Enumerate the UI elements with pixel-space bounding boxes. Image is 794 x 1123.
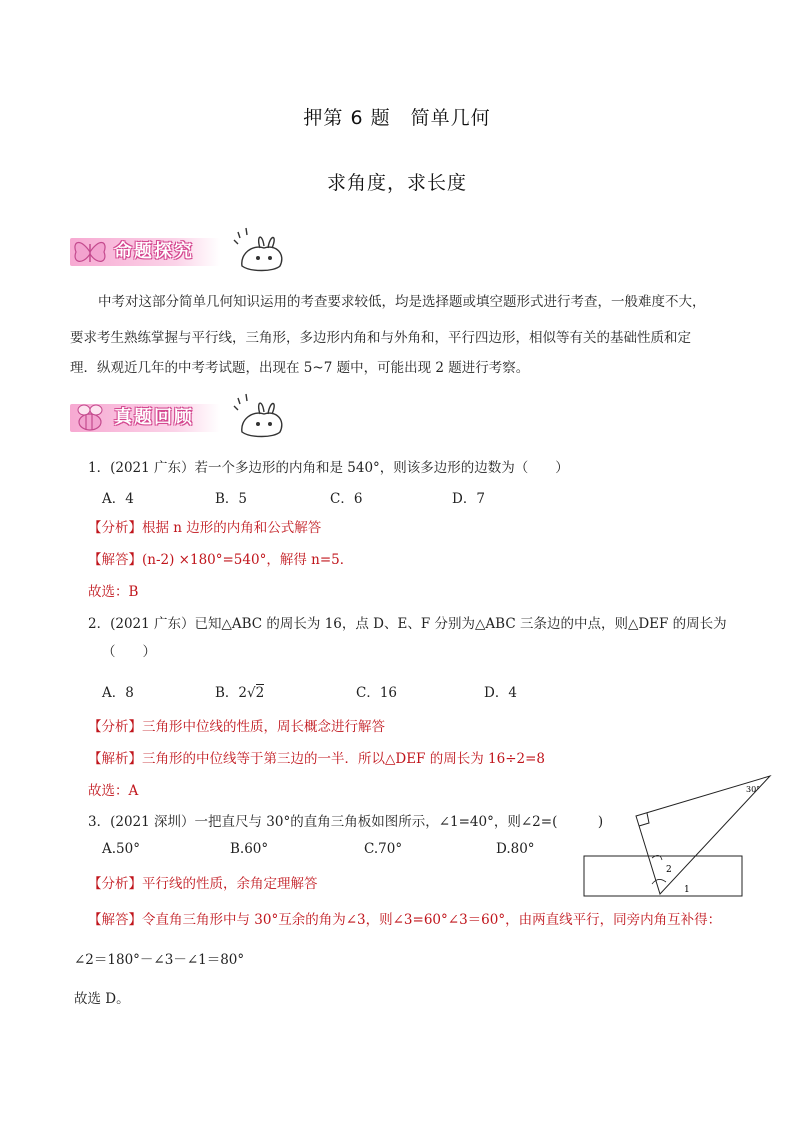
q3-analysis <box>88 872 318 892</box>
q2-option-b <box>215 681 264 701</box>
q3-answer-tag: 【解答】 <box>88 912 142 928</box>
section-title-explore: 命题探究 <box>114 241 194 262</box>
q2-option-d: D．4 <box>484 685 517 701</box>
q1-analysis <box>88 516 321 536</box>
q1-answer-tag: 【解答】 <box>88 552 142 568</box>
q2-analysis-tag: 【分析】 <box>88 719 142 735</box>
section-title-review: 真题回顾 <box>114 407 194 428</box>
q3-option-c: C.70° <box>364 841 403 857</box>
angle-1-label: 1 <box>684 885 690 895</box>
bee-icon <box>70 398 110 436</box>
q1-option-d: D．7 <box>452 491 485 507</box>
q2-analysis-text: 三角形中位线的性质，周长概念进行解答 <box>142 719 385 735</box>
q2-option-a: A．8 <box>102 685 134 701</box>
page-title: 押第 6 题 简单几何 <box>303 107 491 129</box>
q3-analysis-tag: 【分析】 <box>88 876 142 892</box>
cartoon-rabbit-icon <box>230 392 290 440</box>
section-banner-explore <box>70 226 290 270</box>
ruler-triangle-figure <box>580 772 774 900</box>
q3-stem: 3．(2021 深圳）一把直尺与 30°的直角三角板如图所示，∠1=40°，则∠2=( ) <box>88 814 604 830</box>
q2-answer-tag: 【解析】 <box>88 751 142 767</box>
radical-sign: √ <box>247 685 256 701</box>
q1-option-c: C．6 <box>330 491 363 507</box>
q1-option-a: A．4 <box>102 491 134 507</box>
q1-answer <box>88 548 353 568</box>
q3-formula: ∠2＝180°－∠3－∠1＝80° <box>74 952 245 968</box>
page-subtitle: 求角度，求长度 <box>326 172 467 194</box>
q3-choice: 故选 D。 <box>74 991 130 1007</box>
q2-stem-blank: （ ） <box>102 644 156 660</box>
q1-analysis-tag: 【分析】 <box>88 520 142 536</box>
angle-2-label: 2 <box>666 865 672 875</box>
q3-option-d: D.80° <box>496 841 535 857</box>
q2-option-c: C．16 <box>356 685 398 701</box>
q3-answer <box>88 908 721 928</box>
q2-choice: 故选：A <box>88 783 139 799</box>
q2-option-b-radicand: 2 <box>255 685 265 701</box>
intro-line-3: 理．纵观近几年的中考考试题，出现在 5~7 题中，可能出现 2 题进行考察。 <box>70 360 530 376</box>
angle-1-arc <box>652 879 666 884</box>
q2-option-b-coef: B．2 <box>215 685 248 701</box>
intro-line-2: 要求考生熟练掌握与平行线，三角形，多边形内角和与外角和，平行四边形，相似等有关的基础性质和定 <box>70 330 691 346</box>
q3-option-a: A.50° <box>102 841 140 857</box>
q3-analysis-text: 平行线的性质，余角定理解答 <box>142 876 318 892</box>
angle-30-label: 30° <box>746 785 761 794</box>
q1-analysis-text: 根据 n 边形的内角和公式解答 <box>142 520 322 536</box>
intro-line-1: 中考对这部分简单几何知识运用的考查要求较低，均是选择题或填空题形式进行考查，一般难度不大， <box>98 294 706 310</box>
q2-stem: 2．(2021 广东）已知△ABC 的周长为 16，点 D、E、F 分别为△ABC 三条边的中点，则△DEF 的周长为 <box>88 616 727 632</box>
ruler-shape <box>584 856 742 896</box>
q1-option-b: B．5 <box>215 491 248 507</box>
q3-answer-text: 令直角三角形中与 30°互余的角为∠3，则∠3=60°∠3＝60°，由两直线平行，同旁内角互补得： <box>142 912 722 928</box>
q1-answer-text: (n-2) ×180°=540°，解得 n=5． <box>142 552 354 568</box>
q1-choice: 故选：B <box>88 584 139 600</box>
cartoon-rabbit-icon <box>230 226 290 274</box>
q1-stem: 1．(2021 广东）若一个多边形的内角和是 540°，则该多边形的边数为（ ） <box>88 460 569 476</box>
q3-option-b: B.60° <box>230 841 269 857</box>
q2-analysis <box>88 715 385 735</box>
section-banner-review <box>70 392 290 436</box>
q2-answer <box>88 747 545 767</box>
butterfly-icon <box>70 232 110 270</box>
q2-answer-text: 三角形的中位线等于第三边的一半．所以△DEF 的周长为 16÷2=8 <box>142 751 545 767</box>
